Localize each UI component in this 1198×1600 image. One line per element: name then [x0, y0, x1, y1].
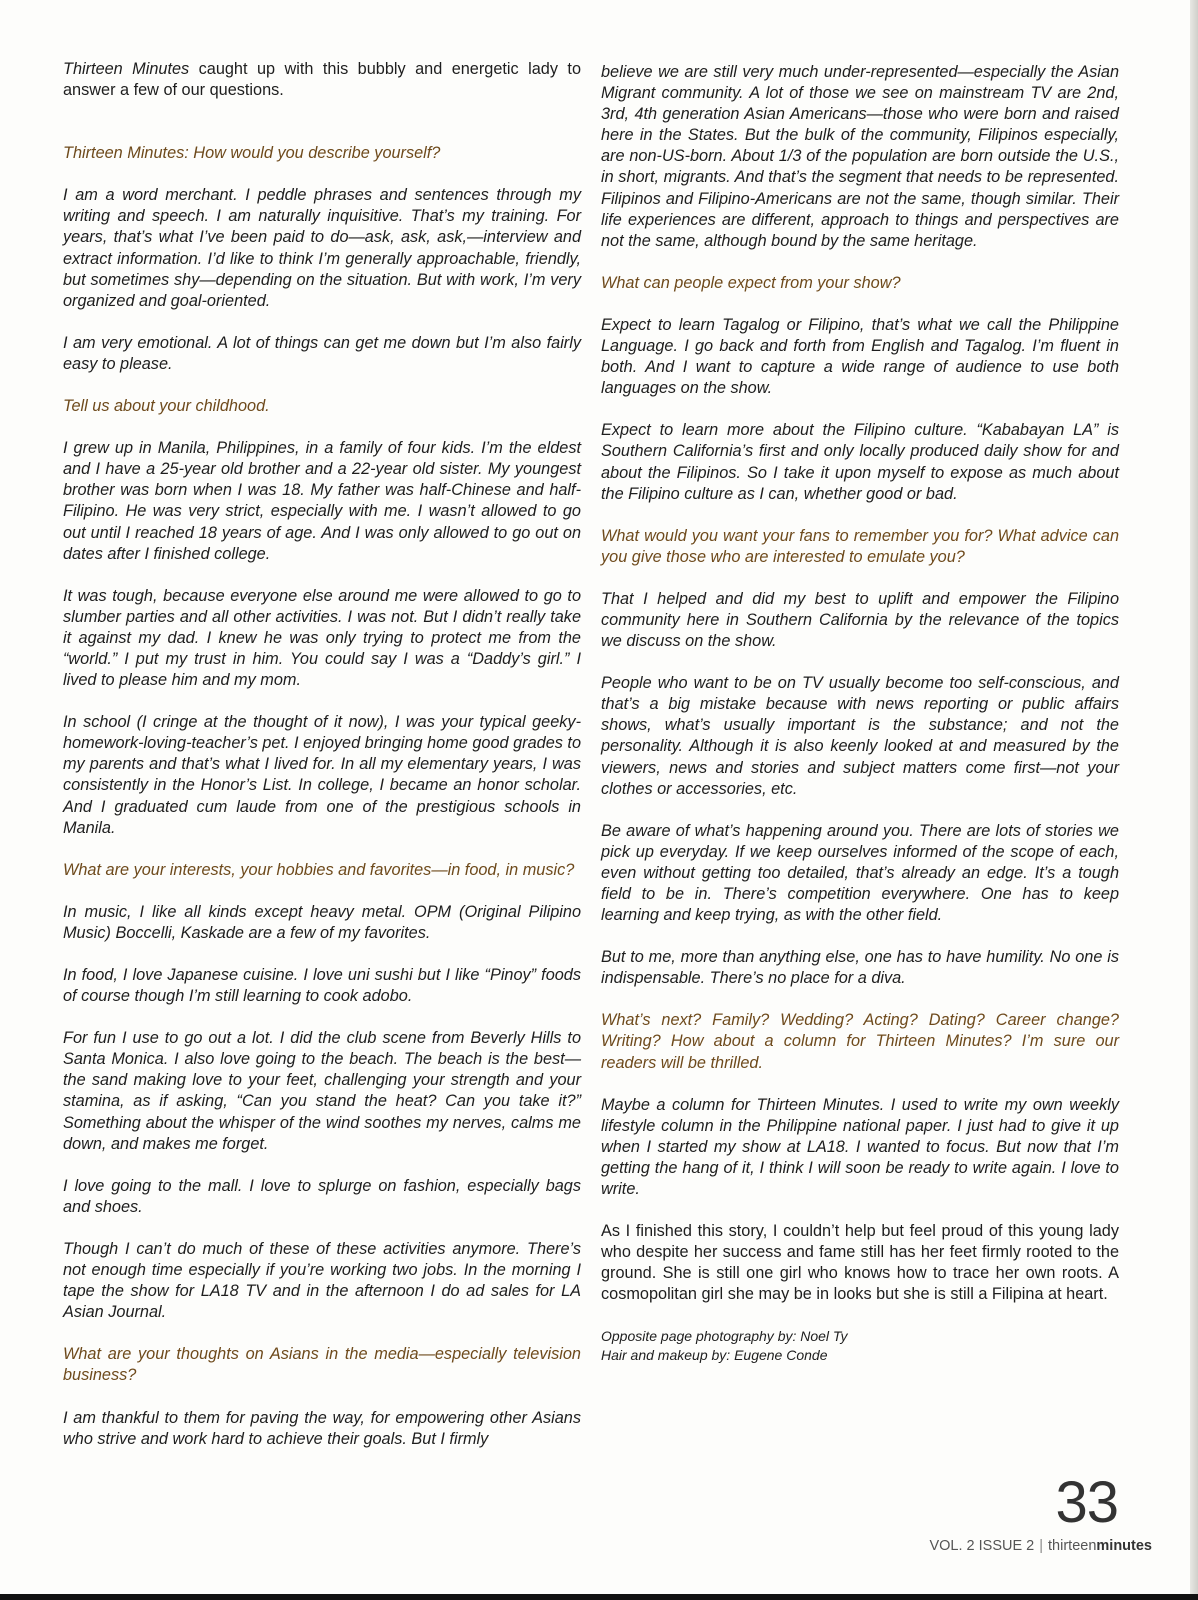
answer-paragraph: In food, I love Japanese cuisine. I love uni sushi but I like “Pinoy” foods of course though I’m still learning to cook adobo. [63, 966, 581, 1006]
issue-label: VOL. 2 ISSUE 2 [929, 1538, 1035, 1554]
question: What are your interests, your hobbies and favorites—in food, in music? [63, 860, 575, 879]
page-edge [1190, 0, 1198, 1600]
hair-makeup-credit: Hair and makeup by: Eugene Conde [601, 1346, 828, 1363]
answer-paragraph: Be aware of what’s happening around you. There are lots of stories we pick up everyday. If we keep ourselves informed of the scope of each, even without getting too detailed, that’s already an edge. It’s a tough field to be in. There’s competition everywhere. One has to keep learning and keep trying, as with the other field. [601, 821, 1119, 925]
question: Thirteen Minutes: How would you describe yourself? [63, 144, 441, 163]
brand-bold: minutes [1096, 1538, 1152, 1554]
photography-credit: Opposite page photography by: Noel Ty [601, 1327, 848, 1344]
question: What’s next? Family? Wedding? Acting? Dating? Career change? Writing? How about a column for Thirteen Minutes? I’m sure our readers will be thrilled. [601, 1011, 1119, 1072]
answer-paragraph: That I helped and did my best to uplift and empower the Filipino community here in Southern California by the relevance of the topics we discuss on the show. [601, 589, 1119, 651]
answer-paragraph: In music, I like all kinds except heavy metal. OPM (Original Pilipino Music) Boccelli, Kaskade are a few of my favorites. [63, 902, 581, 942]
photo-credits [601, 1327, 1119, 1365]
answer-paragraph: For fun I use to go out a lot. I did the club scene from Beverly Hills to Santa Monica. I also love going to the beach. The beach is the best—the sand making love to your feet, challenging your strength and your stamina, as if asking, “Can you stand the heat? Can you take it?” Something about the whisper of the wind soothes my nerves, calms me down, and makes me forget. [63, 1029, 581, 1153]
answer-paragraph: People who want to be on TV usually become too self-conscious, and that’s a big mistake because with news reporting or public affairs shows, what’s usually important is the substance; and not the personality. Although it is also keenly looked at and measured by the viewers, news and stories and subject matters come first—not your clothes or accessories, etc. [601, 674, 1119, 798]
brand-light: thirteen [1048, 1538, 1097, 1554]
intro-paragraph [63, 59, 581, 101]
magazine-title: Thirteen Minutes [63, 60, 190, 78]
answer-paragraph: Expect to learn Tagalog or Filipino, that’s what we call the Philippine Language. I go back and forth from English and Tagalog. I’m fluent in both. And I want to capture a wide range of audience to use both languages on the show. [601, 315, 1119, 398]
answer-paragraph: I am a word merchant. I peddle phrases and sentences through my writing and speech. I am naturally inquisitive. That’s my training. For years, that’s what I’ve been paid to do—ask, ask, ask,—interview and extract information. I’d like to think I’m generally approachable, friendly, but sometimes shy—depending on the situation. But with work, I’m very organized and goal-oriented. [63, 186, 581, 310]
right-column [601, 62, 1119, 1365]
answer-paragraph: In school (I cringe at the thought of it now), I was your typical geeky-homework-loving-teacher’s pet. I enjoyed bringing home good grades to my parents and that’s what I lived for. In all my elementary years, I was consistently in the Honor’s List. In college, I became an honor scholar. And I graduated cum laude from one of the prestigious schools in Manila. [63, 713, 581, 837]
answer-paragraph: believe we are still very much under-represented—especially the Asian Migrant community. A lot of those we see on mainstream TV are 2nd, 3rd, 4th generation Asian Americans—those who were born and raised here in the States. But the bulk of the community, Filipinos especially, are non-US-born. About 1/3 of the population are born outside the U.S., in short, migrants. And that’s the segment that needs to be represented. Filipinos and Filipino-Americans are not the same, though similar. Their life experiences are different, approach to things and perspectives are not the same, although bound by the same heritage. [601, 63, 1119, 250]
page-number: 33 [1055, 1470, 1118, 1535]
page-folio [929, 1470, 1152, 1554]
answer-paragraph: I grew up in Manila, Philippines, in a family of four kids. I’m the eldest and I have a 25-year old brother and a 22-year old sister. My youngest brother was born when I was 18. My father was half-Chinese and half-Filipino. He was very strict, especially with me. I wasn’t allowed to go out until I reached 18 years of age. And I was only allowed to go out on dates after I finished college. [63, 439, 581, 563]
folio-line [929, 1538, 1152, 1554]
question: What can people expect from your show? [601, 273, 901, 292]
answer-paragraph: I am thankful to them for paving the way, for empowering other Asians who strive and work hard to achieve their goals. But I firmly [63, 1408, 581, 1448]
closing-paragraph: As I finished this story, I couldn’t help but feel proud of this young lady who despite her success and fame still has her feet firmly rooted to the ground. She is still one girl who knows how to trace her own roots. A cosmopolitan girl she may be in looks but she is still a Filipina at heart. [601, 1222, 1119, 1304]
answer-paragraph: But to me, more than anything else, one has to have humility. No one is indispensable. There’s no place for a diva. [601, 948, 1119, 988]
left-column [63, 59, 581, 1471]
answer-paragraph: I am very emotional. A lot of things can get me down but I’m also fairly easy to please. [63, 333, 581, 373]
intro-text: caught up with this bubbly and energetic lady to answer a few of our questions. [63, 60, 582, 100]
scan-border [0, 1594, 1198, 1600]
question: What would you want your fans to remember you for? What advice can you give those who are interested to emulate you? [601, 526, 1119, 566]
question: Tell us about your childhood. [63, 397, 270, 416]
answer-paragraph: I love going to the mall. I love to splurge on fashion, especially bags and shoes. [63, 1176, 581, 1216]
question: What are your thoughts on Asians in the media—especially television business? [63, 1345, 581, 1385]
answer-paragraph: Though I can’t do much of these of these activities anymore. There’s not enough time especially if you’re working two jobs. In the morning I tape the show for LA18 TV and in the afternoon I do ad sales for LA Asian Journal. [63, 1239, 581, 1322]
answer-paragraph: Maybe a column for Thirteen Minutes. I used to write my own weekly lifestyle column in the Philippine national paper. I just had to give it up when I started my show at LA18. I wanted to focus. But now that I’m getting the hang of it, I think I will soon be ready to write again. I love to write. [601, 1095, 1119, 1199]
folio-separator: | [1039, 1538, 1044, 1554]
answer-paragraph: Expect to learn more about the Filipino culture. “Kababayan LA” is Southern California’s first and only locally produced daily show for and about the Filipinos. So I take it upon myself to expose as much about the Filipino culture as I can, whether good or bad. [601, 421, 1119, 503]
answer-paragraph: It was tough, because everyone else around me were allowed to go to slumber parties and all other activities. I was not. But I didn’t really take it against my dad. I knew he was only trying to protect me from the “world.” I put my trust in him. You could say I was a “Daddy’s girl.” I lived to please him and my mom. [63, 586, 581, 690]
